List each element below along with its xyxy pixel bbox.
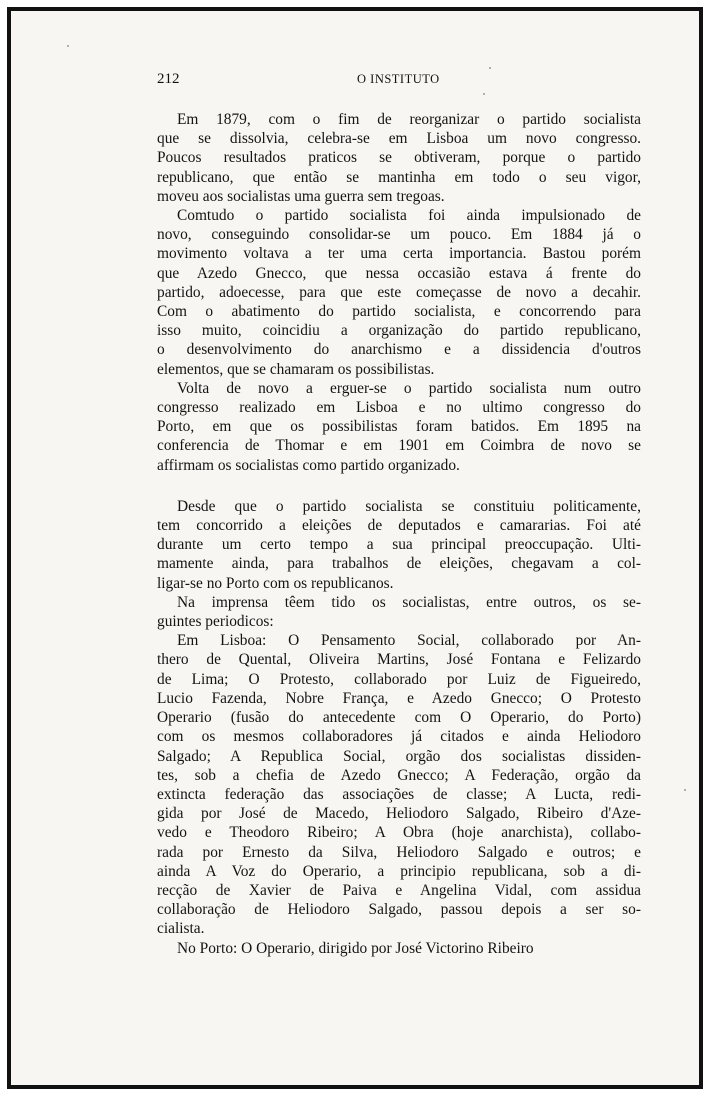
text-line: vedo e Theodoro Ribeiro; A Obra (hoje anarchista), collabo- (157, 824, 641, 842)
print-speck (67, 45, 69, 47)
text-line: recção de Xavier de Paiva e Angelina Vidal, com assidua (157, 881, 641, 899)
text-line: gida por José de Macedo, Heliodoro Salgado, Ribeiro d'Aze- (157, 805, 641, 823)
running-head: O INSTITUTO (357, 72, 440, 86)
text-line: movimento voltava a ter uma certa importancia. Bastou porém (157, 245, 641, 263)
text-line: moveu aos socialistas uma guerra sem tregoas. (157, 187, 445, 205)
text-line: Salgado; A Republica Social, orgão dos socialistas dissiden- (157, 747, 641, 765)
text-line: isso muito, coincidiu a organização do partido republicano, (157, 322, 641, 340)
text-line: Em 1879, com o fim de reorganizar o partido socialista (177, 111, 641, 128)
text-line: ligar-se no Porto com os republicanos. (157, 574, 394, 592)
text-line: extincta federação das associações de classe; A Lucta, redi- (157, 785, 641, 803)
text-line: de Lima; O Protesto, collaborado por Luiz de Figueiredo, (157, 670, 641, 688)
print-speck (483, 93, 485, 95)
text-line: Volta de novo a erguer-se o partido socialista num outro (177, 379, 641, 397)
paragraph (157, 206, 641, 379)
text-line: o desenvolvimento do anarchismo e a dissidencia d'outros (157, 341, 641, 359)
body-text (157, 110, 641, 958)
text-line: tes, sob a chefia de Azedo Gnecco; A Federação, orgão da (157, 766, 641, 784)
text-line: Comtudo o partido socialista foi ainda impulsionado de (177, 207, 641, 225)
text-line: Em Lisboa: O Pensamento Social, collaborado por An- (177, 632, 641, 650)
text-line: affirmam os socialistas como partido organizado. (157, 456, 460, 474)
text-line: republicano, que então se mantinha em todo o seu vigor, (157, 168, 641, 186)
text-line: partido, adoecesse, para que este começasse de novo a decahir. (157, 283, 641, 301)
text-line: que se dissolvia, celebra-se em Lisboa um novo congresso. (157, 130, 641, 148)
text-line: collaboração de Heliodoro Salgado, passou depois a ser so- (157, 901, 641, 919)
paragraph (157, 379, 641, 475)
paragraph (157, 631, 641, 938)
text-line: Desde que o partido socialista se constituiu politicamente, (177, 497, 641, 515)
text-line: guintes periodicos: (157, 613, 274, 631)
text-line: com os mesmos collaboradores já citados e ainda Heliodoro (157, 728, 641, 746)
text-line: durante um certo tempo a sua principal preoccupação. Ulti- (157, 536, 641, 554)
text-line: que Azedo Gnecco, que nessa occasião estava á frente do (157, 264, 641, 282)
paragraph (157, 110, 641, 206)
text-line: conferencia de Thomar e em 1901 em Coimbra de novo se (157, 437, 641, 455)
text-line: elementos, que se chamaram os possibilistas. (157, 360, 435, 378)
print-speck (684, 789, 686, 791)
text-line: Lucio Fazenda, Nobre França, e Azedo Gnecco; O Protesto (157, 689, 641, 707)
text-line: rada por Ernesto da Silva, Heliodoro Salgado e outros; e (157, 843, 641, 861)
paragraph (157, 939, 641, 958)
text-line: novo, conseguindo consolidar-se um pouco. Em 1884 já o (157, 226, 641, 244)
section-break (157, 475, 641, 497)
text-line: cialista. (157, 920, 205, 938)
text-line: Porto, em que os possibilistas foram batidos. Em 1895 na (157, 418, 641, 436)
text-line: No Porto: O Operario, dirigido por José Victorino Ribeiro (177, 939, 534, 957)
text-line: tem concorrido a eleições de deputados e camararias. Foi até (157, 517, 641, 535)
text-line: Com o abatimento do partido socialista, e concorrendo para (157, 303, 641, 321)
paragraph (157, 497, 641, 593)
text-line: Operario (fusão do antecedente com O Operario, do Porto) (157, 709, 641, 727)
text-line: Na imprensa têem tido os socialistas, entre outros, os se- (177, 593, 641, 611)
text-line: congresso realizado em Lisboa e no ultimo congresso do (157, 399, 641, 417)
print-speck (489, 67, 491, 69)
text-line: Poucos resultados praticos se obtiveram, porque o partido (157, 149, 641, 167)
text-line: thero de Quental, Oliveira Martins, José Fontana e Felizardo (157, 651, 641, 669)
page-number: 212 (157, 71, 180, 87)
paragraph (157, 593, 641, 631)
page-header (157, 71, 641, 91)
text-line: mamente ainda, para trabalhos de eleições, chegavam a col- (157, 555, 641, 573)
text-line: ainda A Voz do Operario, a principio republicana, sob a di- (157, 862, 641, 880)
